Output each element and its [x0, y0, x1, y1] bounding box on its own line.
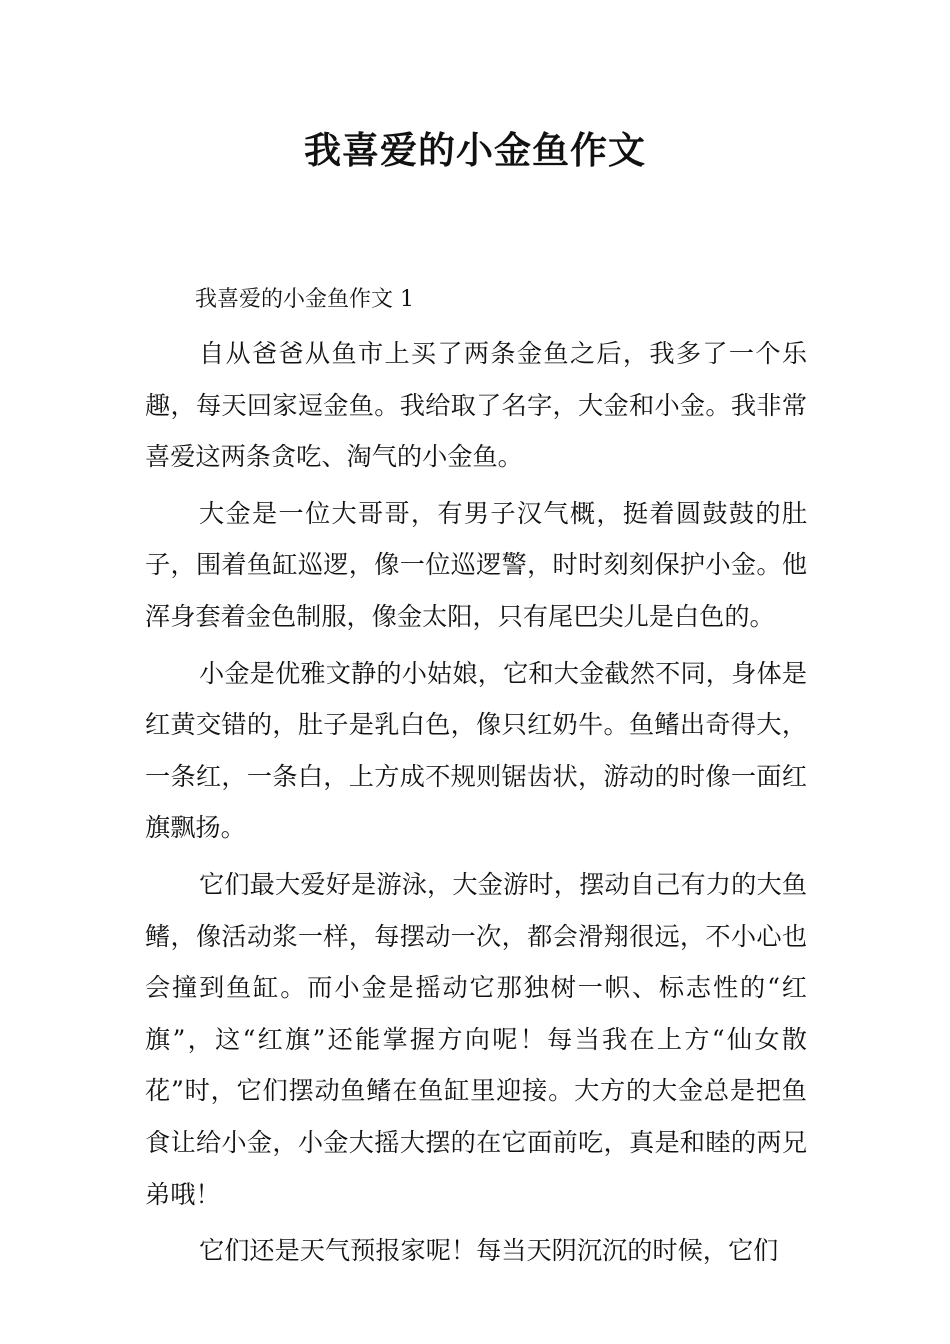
- paragraph-5: 它们还是天气预报家呢！每当天阴沉沉的时候，它们: [199, 1236, 779, 1266]
- paragraph-2: 大金是一位大哥哥，有男子汉气概，挺着圆鼓鼓的肚子，围着鱼缸巡逻，像一位巡逻警，时时刻刻保护小金。他浑身套着金色制服，像金太阳，只有尾巴尖儿是白色的。: [145, 498, 807, 631]
- document-body: [145, 277, 807, 1277]
- paragraph-4: 它们最大爱好是游泳，大金游时，摆动自己有力的大鱼鳍，像活动浆一样，每摆动一次，都会滑翔很远，不小心也会撞到鱼缸。而小金是摇动它那独树一帜、标志性的“红旗”，这“红旗”还能掌握方向呢！每当我在上方“仙女散花”时，它们摆动鱼鳍在鱼缸里迎接。大方的大金总是把鱼食让给小金，小金大摇大摆的在它面前吃，真是和睦的两兄弟哦！: [145, 869, 807, 1209]
- document-title: 我喜爱的小金鱼作文: [304, 129, 646, 172]
- paragraph-1: 自从爸爸从鱼市上买了两条金鱼之后，我多了一个乐趣，每天回家逗金鱼。我给取了名字，大金和小金。我非常喜爱这两条贪吃、淘气的小金鱼。: [145, 339, 807, 472]
- section-heading: 我喜爱的小金鱼作文 1: [195, 287, 414, 312]
- paragraph-3: 小金是优雅文静的小姑娘，它和大金截然不同，身体是红黄交错的，肚子是乳白色，像只红奶牛。鱼鳍出奇得大，一条红，一条白，上方成不规则锯齿状，游动的时像一面红旗飘扬。: [145, 658, 807, 843]
